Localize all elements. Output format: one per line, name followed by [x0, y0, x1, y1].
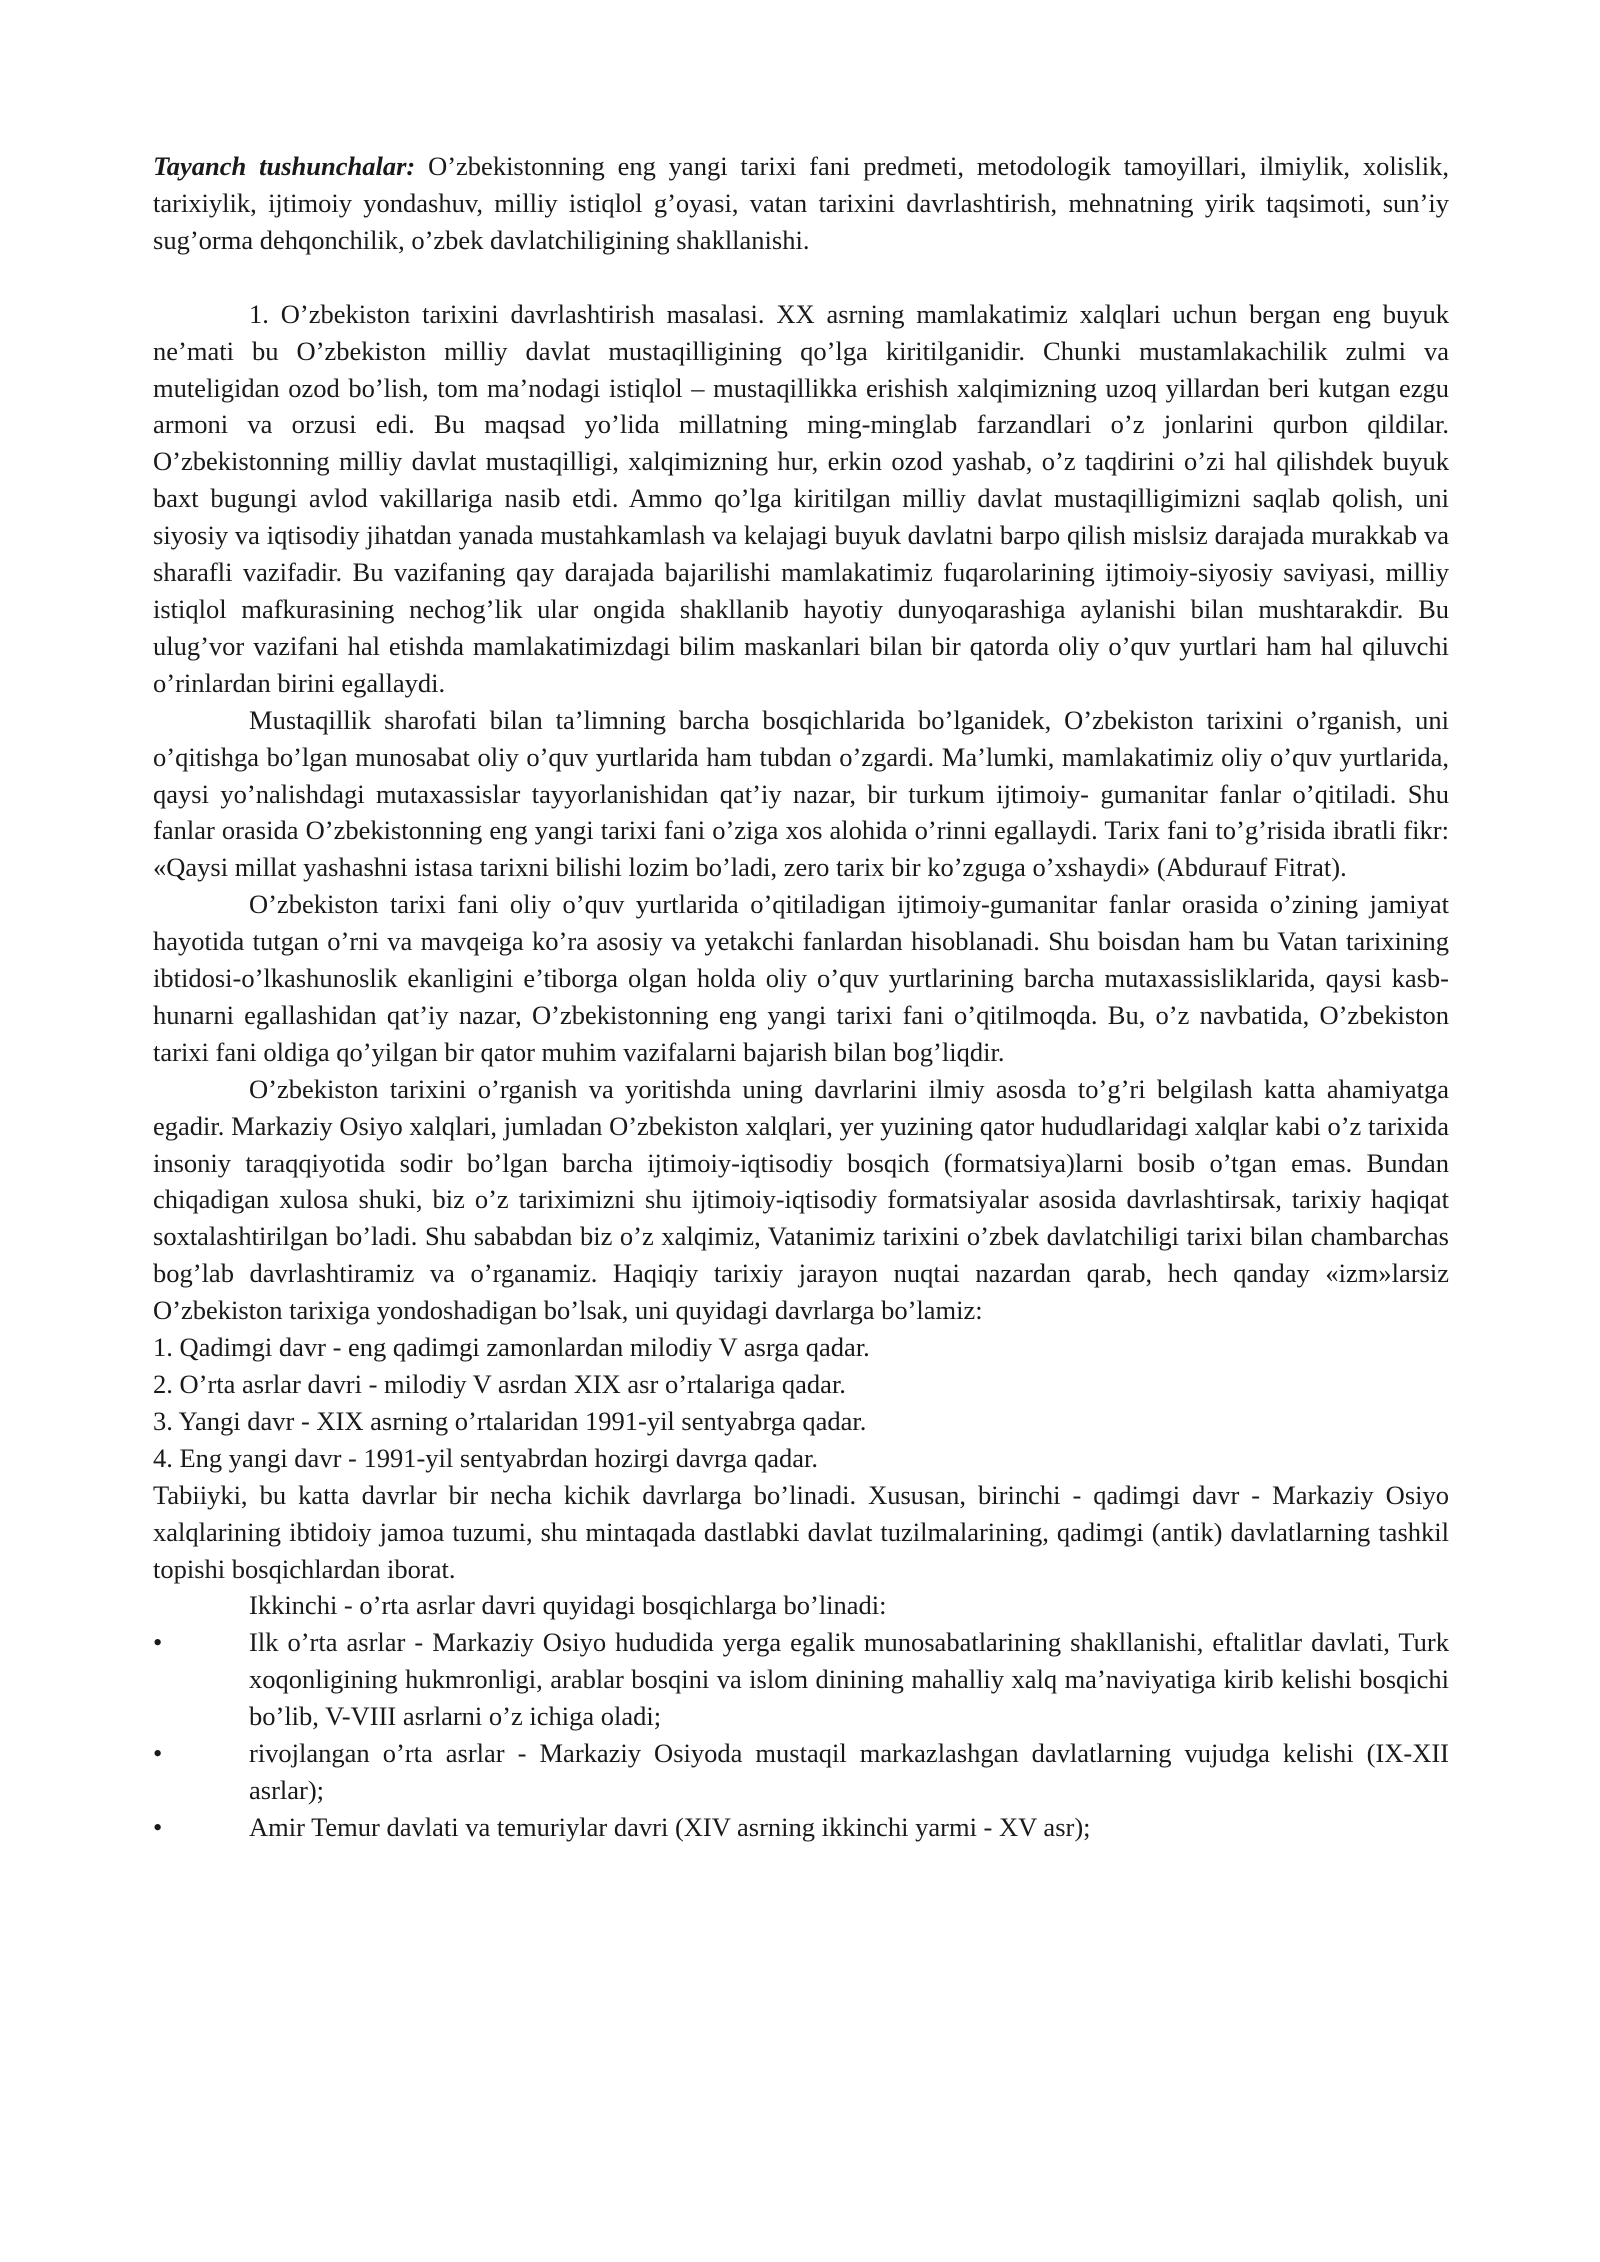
bullet-marker: • [153, 1811, 163, 1842]
period-list-item: 4. Eng yangi davr - 1991-yil sentyabrdan hozirgi davrga qadar. [153, 1442, 819, 1473]
key-concepts-paragraph [153, 148, 1449, 259]
bullet-marker: • [153, 1627, 163, 1658]
body-paragraph: Tabiiyki, bu katta davrlar bir necha kichik davrlarga bo’linadi. Xususan, birinchi - qadimgi davr - Markaziy Osiyo xalqlarining ibtidoiy jamoa tuzumi, shu mintaqada dastlabki davlat tuzilmalarining, qadimgi (antik) davlatlarning tashkil topishi bosqichlardan iborat. [153, 1479, 1449, 1584]
bullet-text: rivojlangan o’rta asrlar - Markaziy Osiyoda mustaqil markazlashgan davlatlarning vujudga kelishi (IX-XII asrlar); [249, 1738, 1449, 1805]
bullet-text: Ilk o’rta asrlar - Markaziy Osiyo hududida yerga egalik munosabatlarining shakllanishi, eftalitlar davlati, Turk xoqonligining hukmronligi, arablar bosqini va islom dinining mahalliy xalq ma’naviyatiga kirib kelishi bosqichi bo’lib, V-VIII asrlarni o’z ichiga oladi; [249, 1627, 1449, 1732]
key-concepts-text: O’zbekistonning eng yangi tarixi fani predmeti, metodologik tamoyillari, ilmiylik, xolislik, tarixiylik, ijtimoiy yondashuv, milliy istiqlol g’oyasi, vatan tarixini davrlashtirish, mehnatning yirik taqsimoti, sun’iy sug’orma dehqonchilik, o’zbek davlatchiligining shakllanishi. [153, 151, 1449, 255]
paragraph-spacer [153, 259, 1449, 296]
bullet-list-item [153, 1735, 1449, 1809]
key-concepts-label: Tayanch tushunchalar: [153, 151, 416, 181]
body-paragraph: 1. O’zbekiston tarixini davrlashtirish masalasi. XX asrning mamlakatimiz xalqlari uchun bergan eng buyuk ne’mati bu O’zbekiston milliy davlat mustaqilligining qo’lga kiritilganidir. Chunki mustamlakachilik zulmi va muteligidan ozod bo’lish, tom ma’nodagi istiqlol – mustaqillikka erishish xalqimizning uzoq yillardan beri kutgan ezgu armoni va orzusi edi. Bu maqsad yo’lida millatning ming-minglab farzandlari o’z jonlarini qurbon qildilar. O’zbekistonning milliy davlat mustaqilligi, xalqimizning hur, erkin ozod yashab, o’z taqdirini o’zi hal qilishdek buyuk baxt bugungi avlod vakillariga nasib etdi. Ammo qo’lga kiritilgan milliy davlat mustaqilligimizni saqlab qolish, uni siyosiy va iqtisodiy jihatdan yanada mustahkamlash va kelajagi buyuk davlatni barpo qilish mislsiz darajada murakkab va sharafli vazifadir. Bu vazifaning qay darajada bajarilishi mamlakatimiz fuqarolarining ijtimoiy-siyosiy saviyasi, milliy istiqlol mafkurasining nechog’lik ular ongida shakllanib hayotiy dunyoqarashiga aylanishi bilan mushtarakdir. Bu ulug’vor vazifani hal etishda mamlakatimizdagi bilim maskanlari bilan bir qatorda oliy o’quv yurtlari ham hal qiluvchi o’rinlardan birini egallaydi. [153, 298, 1449, 698]
bullet-list-item [153, 1809, 1449, 1846]
body-paragraph: O’zbekiston tarixini o’rganish va yoritishda uning davrlarini ilmiy asosda to’g’ri belgilash katta ahamiyatga egadir. Markaziy Osiyo xalqlari, jumladan O’zbekiston xalqlari, yer yuzining qator hududlaridagi xalqlar kabi o’z tarixida insoniy taraqqiyotida sodir bo’lgan barcha ijtimoiy-iqtisodiy bosqich (formatsiya)larni bosib o’tgan emas. Bundan chiqadigan xulosa shuki, biz o’z tariximizni shu ijtimoiy-iqtisodiy formatsiyalar asosida davrlashtirsak, tarixiy haqiqat soxtalashtirilgan bo’ladi. Shu sababdan biz o’z xalqimiz, Vatanimiz tarixini o’zbek davlatchiligi tarixi bilan chambarchas bog’lab davrlashtiramiz va o’rganamiz. Haqiqiy tarixiy jarayon nuqtai nazardan qarab, hech qanday «izm»larsiz O’zbekiston tarixiga yondoshadigan bo’lsak, uni quyidagi davrlarga bo’lamiz: [153, 1073, 1449, 1326]
period-list-item: 3. Yangi davr - XIX asrning o’rtalaridan 1991-yil sentyabrga qadar. [153, 1405, 867, 1436]
period-list-item: 1. Qadimgi davr - eng qadimgi zamonlardan milodiy V asrga qadar. [153, 1332, 870, 1363]
bullet-text: Amir Temur davlati va temuriylar davri (XIV asrning ikkinchi yarmi - XV asr); [249, 1811, 1091, 1842]
document-page [153, 148, 1449, 1846]
bullet-marker: • [153, 1738, 163, 1769]
body-paragraph: O’zbekiston tarixi fani oliy o’quv yurtlarida o’qitiladigan ijtimoiy-gumanitar fanlar orasida o’zining jamiyat hayotida tutgan o’rni va mavqeiga ko’ra asosiy va yetakchi fanlardan hisoblanadi. Shu boisdan ham bu Vatan tarixining ibtidosi-o’lkashunoslik ekanligini e’tiborga olgan holda oliy o’quv yurtlarining barcha mutaxassisliklarida, qaysi kasb-hunarni egallashidan qat’iy nazar, O’zbekistonning eng yangi tarixi fani o’qitilmoqda. Bu, o’z navbatida, O’zbekiston tarixi fani oldiga qo’yilgan bir qator muhim vazifalarni bajarish bilan bog’liqdir. [153, 889, 1449, 1067]
bullet-list-item [153, 1624, 1449, 1735]
body-paragraph: Ikkinchi - o’rta asrlar davri quyidagi bosqichlarga bo’linadi: [249, 1590, 887, 1621]
body-paragraph: Mustaqillik sharofati bilan ta’limning barcha bosqichlarida bo’lganidek, O’zbekiston tarixini o’rganish, uni o’qitishga bo’lgan munosabat oliy o’quv yurtlarida ham tubdan o’zgardi. Ma’lumki, mamlakatimiz oliy o’quv yurtlarida, qaysi yo’nalishdagi mutaxassislar tayyorlanishidan qat’iy nazar, bir turkum ijtimoiy- gumanitar fanlar o’qitiladi. Shu fanlar orasida O’zbekistonning eng yangi tarixi fani o’ziga xos alohida o’rinni egallaydi. Tarix fani to’g’risida ibratli fikr: «Qaysi millat yashashni istasa tarixni bilishi lozim bo’ladi, zero tarix bir ko’zguga o’xshaydi» (Abdurauf Fitrat). [153, 704, 1449, 883]
period-list-item: 2. O’rta asrlar davri - milodiy V asrdan XIX asr o’rtalariga qadar. [153, 1369, 846, 1399]
